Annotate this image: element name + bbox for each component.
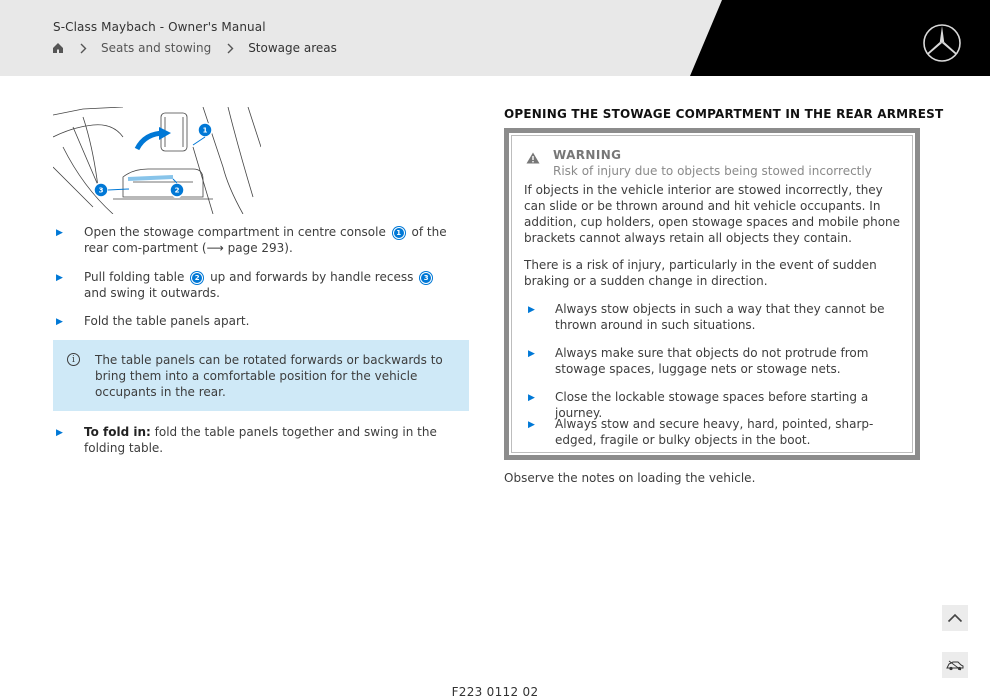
scroll-top-button[interactable] (942, 605, 968, 631)
info-icon: i (67, 353, 80, 366)
step-arrow-icon: ▶ (56, 228, 63, 238)
warning-triangle-icon (526, 152, 540, 164)
step-arrow-icon: ▶ (528, 393, 535, 403)
info-note-text: The table panels can be rotated forwards or backwards to bring them into a comfortable position for the vehicle occupants in the rear. (95, 353, 443, 399)
mercedes-star-logo (922, 23, 962, 63)
step-pull-table: ▶ Pull folding table 2 up and forwards by handle recess 3 and swing it outwards. (56, 269, 466, 301)
manual-title: S-Class Maybach - Owner's Manual (53, 20, 266, 34)
fold-in-label: To fold in: (84, 425, 151, 439)
figure-label-3: 3 (98, 186, 104, 195)
warning-step: ▶ Close the lockable stowage spaces before starting a journey. (528, 390, 869, 420)
chevron-right-icon (227, 43, 234, 54)
info-note (53, 340, 469, 411)
armrest-illustration (53, 107, 261, 214)
step-arrow-icon: ▶ (56, 273, 63, 283)
step-arrow-icon: ▶ (528, 305, 535, 315)
step-arrow-icon: ▶ (56, 317, 63, 327)
step-fold-apart: ▶ Fold the table panels apart. (56, 314, 250, 328)
warning-subtitle: Risk of injury due to objects being stowed incorrectly (553, 164, 872, 178)
section-title: OPENING THE STOWAGE COMPARTMENT IN THE REAR ARMREST (504, 107, 944, 121)
warning-step: ▶ Always make sure that objects do not protrude from stowage spaces, luggage nets or stowage nets. (528, 346, 869, 376)
warning-label: WARNING (553, 148, 622, 162)
warning-paragraph-1: If objects in the vehicle interior are stowed incorrectly, they can slide or be thrown around and hit vehicle occupants. In addition, cup holders, open stowage spaces and mobile phone brackets cannot always retain all objects they contain. (524, 183, 901, 245)
figure-label-2: 2 (174, 186, 180, 195)
page-header (0, 0, 990, 76)
breadcrumb (52, 41, 337, 55)
vehicle-view-button[interactable] (942, 652, 968, 678)
step-arrow-icon: ▶ (528, 420, 535, 430)
warning-step: ▶ Always stow objects in such a way that they cannot be thrown around in such situations. (528, 302, 885, 332)
step-arrow-icon: ▶ (528, 349, 535, 359)
step-fold-in (56, 424, 476, 456)
callout-2: 2 (191, 272, 203, 284)
warning-step: ▶ Always stow and secure heavy, hard, pointed, sharp-edged, fragile or bulky objects in the boot. (528, 417, 874, 447)
car-icon (946, 659, 964, 671)
step-arrow-icon: ▶ (56, 428, 63, 438)
warning-box (504, 128, 920, 460)
chevron-up-icon (947, 613, 963, 623)
callout-1: 1 (393, 227, 405, 239)
warning-paragraph-2: There is a risk of injury, particularly in the event of sudden braking or a sudden change in direction. (524, 258, 877, 288)
home-icon[interactable] (52, 42, 64, 54)
figure-label-1: 1 (202, 126, 208, 135)
callout-3: 3 (420, 272, 432, 284)
fold-in-text: fold the table panels together and swing in the folding table. (84, 425, 437, 455)
breadcrumb-seats-and-stowing[interactable]: Seats and stowing (101, 41, 212, 55)
figure-code: F223 0112 02 (451, 685, 539, 699)
step-open-compartment: ▶ Open the stowage compartment in centre console 1 of the rear com-partment (⟶ page 293). (56, 225, 447, 255)
breadcrumb-stowage-areas: Stowage areas (248, 41, 337, 55)
observe-note: Observe the notes on loading the vehicle. (504, 471, 756, 485)
chevron-right-icon (80, 43, 87, 54)
